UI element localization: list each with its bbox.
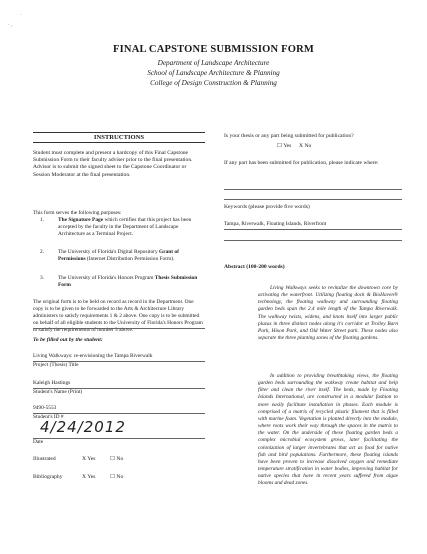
purpose-2-number: 2.	[40, 249, 45, 255]
purpose-2-desc: The University of Florida's Digital Repository	[58, 249, 159, 255]
purpose-1-bold: The Signature Page	[58, 217, 104, 223]
purpose-2-text	[58, 249, 198, 263]
student-id-value[interactable]: 9490-5553	[33, 405, 57, 411]
abstract-label: Abstract (100-200 words)	[224, 264, 285, 270]
purposes-intro: This form serves the following purposes:	[33, 210, 122, 216]
project-title-label: Project (Thesis) Title	[33, 362, 79, 368]
publication-indicate: If any part has been submitted for publication, please indicate where:	[224, 160, 379, 166]
purpose-3-number: 3.	[40, 275, 45, 281]
project-title-value[interactable]: Living Walkways: re-envisioning the Tampa Riverwalk	[33, 353, 153, 359]
department-line: Department of Landscape Architecture	[157, 59, 270, 67]
publication-line-1	[224, 189, 402, 190]
instructions-paragraph: Student must complete and present a hardcopy of this Final Capstone Submission Form to their faculty adviser prior to the final presentation. Advisor is to submit the signed sheet to the Capstone Coordinator or Session Moderator at the final presentation.	[33, 150, 193, 178]
section-divider	[33, 328, 205, 329]
purpose-2-tail: (Internet Distribution Permission Form).	[85, 256, 175, 262]
publication-line-2	[224, 199, 402, 200]
student-name-label: Student's Name (Print)	[33, 389, 83, 395]
distribution-paragraph: The original form is to be held on record as record in the Department. One copy is to be given to be forwarded to the Arts & Architecture Library administers to satisfy requirements 1 & 2 above. One copy is to be submitted on behalf of all eligible students to the University of Florida's Honors Program to satisfy the requirements of number 3 above.	[33, 299, 203, 333]
purpose-1-desc: which certifies that this project has been accepted by the faculty in the Department of Landscape Architecture as a Terminal Project.	[58, 217, 192, 237]
college-line: College of Design Construction & Planning	[150, 79, 277, 87]
abstract-paragraph-1: Living Walkways seeks to revitalize the downtown core by activating the waterfront. Utilizing floating dock & BioHaven® technology, the floating walkway and surrounding floating garden beds span the 2.4 mile length of the Tampa Riverwalk. The walkway twists, widens, and knots itself into larger public plazas in three distinct nodes along it's corridor at Trolley Barn Park, Hixon Park, and Old Water Street park. These nodes also separate the three planting zones of the floating gardens.	[258, 285, 398, 342]
publication-yes[interactable]: ☐ Yes	[277, 143, 292, 149]
keywords-line-1	[224, 229, 402, 230]
abstract-paragraph-2: In addition to providing breathtaking views, the floating garden beds surrounding the walkway create habitat and help filter and clean the river itself. The beds, made by Floating Islands International, are constructed in a modular fashion to more easily facilitate installation in phases. Each module is comprised of a matrix of recycled plastic filament that is filled with marine foam. Vegetation is planted directly into the module, where roots work their way through the spaces in the matrix to the water. On the underside of these floating garden beds a complex microbial ecosystem grows, later facilitating the colonization of larger invertebrates that act as food for native fish and bird populations. Furthermore, these floating islands have been proven to increase dissolved oxygen and remediate temperature stratification in water bodies, improving habitat for native species that have in recent years suffered from algae blooms and dead zones.	[258, 373, 398, 487]
form-title: FINAL CAPSTONE SUBMISSION FORM	[113, 44, 314, 55]
illustrated-label: Illustrated	[33, 456, 56, 462]
school-line: School of Landscape Architecture & Planning	[147, 69, 280, 77]
instructions-heading: INSTRUCTIONS	[33, 132, 205, 143]
illustrated-no[interactable]: ☐ No	[110, 456, 124, 462]
purpose-3-text	[58, 275, 198, 289]
scan-mark: ·	[20, 12, 22, 18]
purpose-3-bold: Thesis Submission Form	[58, 275, 198, 288]
purpose-2-bold: Grant of Permissions	[58, 249, 179, 262]
date-label: Date	[33, 439, 44, 445]
publication-question: Is your thesis or any part being submitted for publication?	[224, 133, 354, 139]
purpose-3-desc: The University of Florida's Honors Program	[58, 275, 155, 281]
keywords-value[interactable]: Tampa, Riverwalk, Floating Islands, Riverfront	[224, 221, 327, 227]
illustrated-yes[interactable]: X Yes	[82, 456, 96, 462]
student-section-heading: To be filled out by the student:	[33, 337, 103, 343]
purpose-1-text	[58, 217, 198, 238]
student-id-label: Student's ID #	[33, 414, 64, 420]
student-name-value[interactable]: Kaleigh Hastings	[33, 380, 71, 386]
scan-mark: · ,	[8, 22, 13, 28]
keywords-line-2	[224, 240, 402, 241]
purpose-1-number: 1.	[40, 217, 45, 223]
publication-no[interactable]: X No	[299, 143, 312, 149]
keywords-label: Keywords (please provide five words)	[224, 204, 310, 210]
bibliography-label: Bibliography	[33, 474, 63, 480]
date-handwritten[interactable]: 4/24/2012	[40, 418, 126, 436]
date-line	[33, 438, 205, 439]
bibliography-yes[interactable]: X Yes	[82, 474, 96, 480]
bibliography-no[interactable]: ☐ No	[110, 474, 124, 480]
